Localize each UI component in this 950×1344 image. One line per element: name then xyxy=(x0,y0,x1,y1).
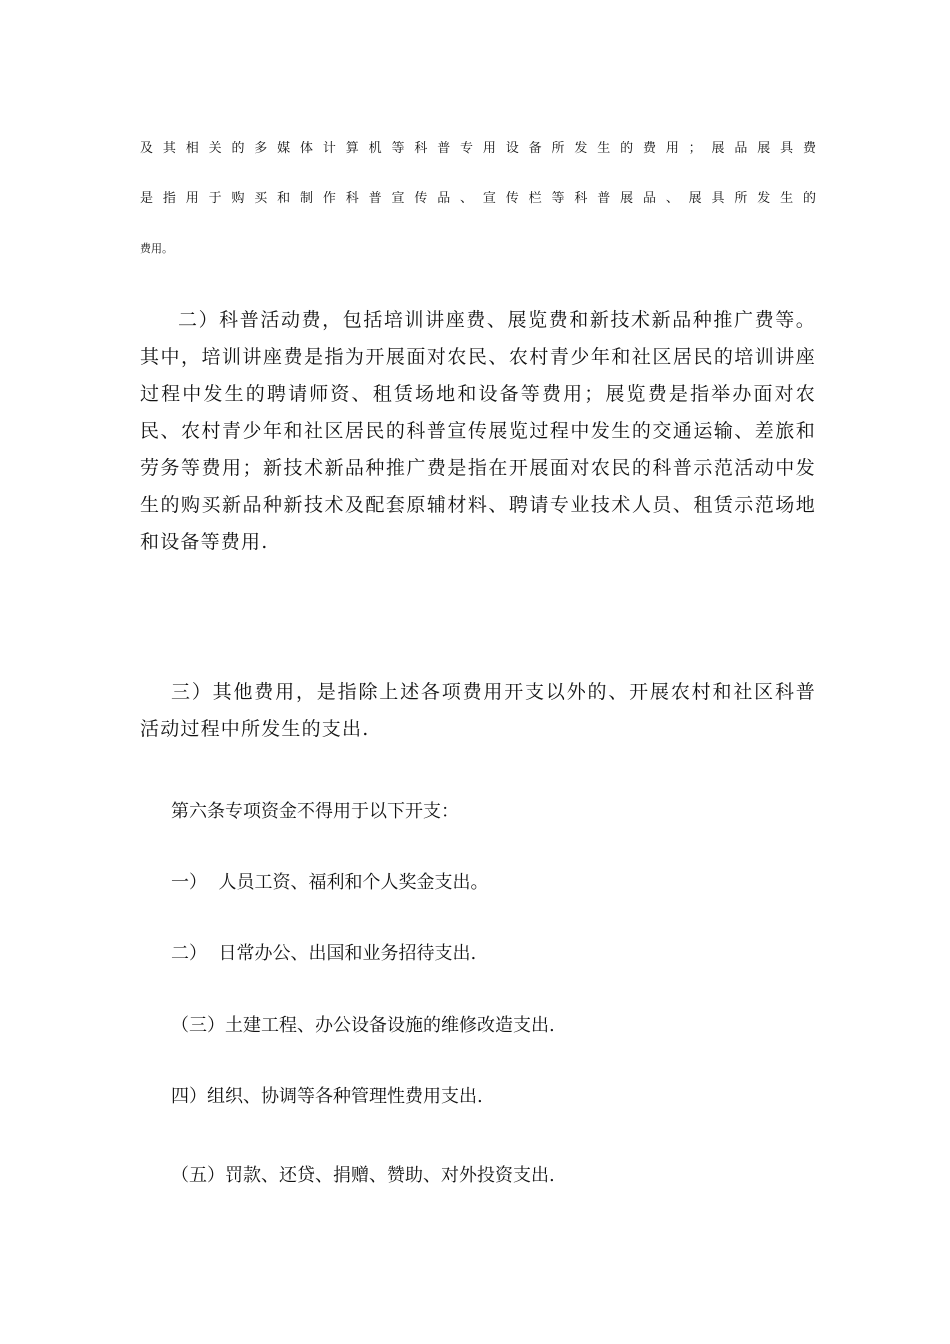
intro-line-3: 费用。 xyxy=(140,242,173,255)
intro-line-2: 是指用于购买和制作科普宣传品、宣传栏等科普展品、展具所发生的 xyxy=(140,191,816,206)
list-item: 四）组织、协调等各种管理性费用支出. xyxy=(171,1086,483,1107)
list-item: （三）土建工程、办公设备设施的维修改造支出. xyxy=(171,1015,555,1036)
list-item: （五）罚款、还贷、捐赠、赞助、对外投资支出. xyxy=(171,1165,555,1186)
article-six-heading: 第六条专项资金不得用于以下开支： xyxy=(171,801,459,822)
paragraph-other-fees: 三）其他费用，是指除上述各项费用开支以外的、开展农村和社区科普活动过程中所发生的支出. xyxy=(140,681,816,740)
list-item: 二） 日常办公、出国和业务招待支出. xyxy=(171,943,477,964)
paragraph-activity-fees: 二）科普活动费，包括培训讲座费、展览费和新技术新品种推广费等。其中，培训讲座费是指为开展面对农民、农村青少年和社区居民的培训讲座过程中发生的聘请师资、租赁场地和设备等费用；展览费是指举办面对农民、农村青少年和社区居民的科普宣传展览过程中发生的交通运输、差旅和劳务等费用；新技术新品种推广费是指在开展面对农民的科普示范活动中发生的购买新品种新技术及配套原辅材料、聘请专业技术人员、租赁示范场地和设备等费用. xyxy=(140,309,816,553)
intro-line-1: 及其相关的多媒体计算机等科普专用设备所发生的费用；展品展具费 xyxy=(140,141,816,156)
list-item: 一） 人员工资、福利和个人奖金支出。 xyxy=(171,872,489,893)
